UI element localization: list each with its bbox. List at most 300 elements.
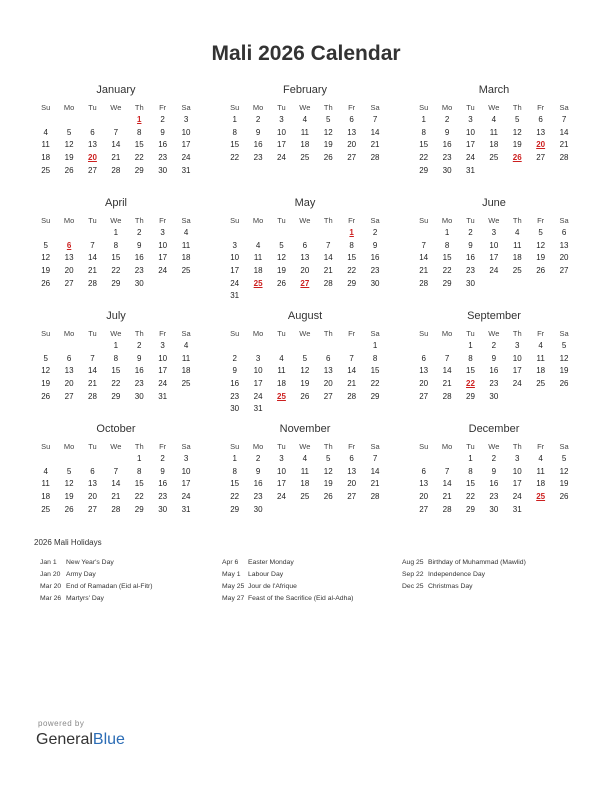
day-cell-holiday: 25 — [536, 492, 546, 502]
week-row — [34, 466, 198, 479]
day-cell: 26 — [300, 391, 310, 401]
week-row — [223, 152, 387, 165]
empty-cell — [529, 504, 552, 517]
weekday-label: Tu — [88, 216, 97, 225]
week-row — [223, 391, 387, 404]
weekday-label: Fr — [348, 216, 356, 225]
day-cell: 2 — [137, 228, 142, 237]
weekday-header — [412, 101, 576, 114]
day-cell: 22 — [466, 492, 475, 502]
day-cell: 14 — [559, 127, 569, 137]
week-row — [223, 478, 387, 491]
day-cell: 24 — [466, 153, 475, 163]
weekday-label: Tu — [466, 442, 475, 451]
weekday-label: Sa — [559, 103, 569, 112]
day-cell: 27 — [64, 391, 74, 401]
holiday-name: Labour Day — [248, 571, 284, 578]
day-cell: 22 — [230, 492, 240, 502]
weekday-label: Su — [41, 442, 51, 451]
holiday-date: Jan 1 — [40, 559, 57, 566]
day-cell: 5 — [302, 353, 308, 363]
holiday-name: Martyrs' Day — [66, 595, 104, 602]
day-cell: 26 — [41, 278, 51, 288]
day-cell: 7 — [372, 115, 378, 124]
day-cell: 22 — [111, 266, 121, 276]
holiday-date: Sep 22 — [402, 571, 424, 578]
day-cell: 22 — [347, 266, 357, 276]
day-cell: 17 — [253, 379, 263, 389]
day-cell: 25 — [41, 504, 51, 514]
weekday-label: We — [488, 216, 500, 225]
day-cell: 31 — [466, 165, 475, 175]
week-row — [223, 265, 387, 278]
day-cell: 19 — [536, 253, 546, 263]
day-cell-holiday: 20 — [536, 140, 546, 150]
day-cell: 8 — [113, 240, 119, 250]
day-cell: 18 — [181, 253, 191, 263]
day-cell: 10 — [466, 127, 475, 137]
weekday-label: Mo — [441, 329, 453, 338]
day-cell: 15 — [111, 366, 121, 376]
day-cell: 6 — [349, 115, 354, 124]
week-row — [34, 453, 198, 466]
weekday-label: Th — [134, 329, 144, 338]
week-row — [34, 365, 198, 378]
day-cell: 13 — [88, 140, 97, 150]
weekday-label: Mo — [252, 329, 264, 338]
day-cell: 4 — [43, 466, 48, 476]
day-cell: 14 — [419, 253, 429, 263]
day-cell: 18 — [512, 253, 522, 263]
day-cell: 22 — [442, 266, 452, 276]
empty-cell — [246, 227, 269, 240]
empty-cell — [293, 403, 316, 416]
weekday-label: Tu — [88, 442, 97, 451]
day-cell: 17 — [181, 479, 191, 489]
day-cell: 8 — [232, 466, 237, 476]
empty-cell — [246, 340, 269, 353]
weekday-label: We — [110, 216, 122, 225]
weekday-label: Su — [41, 216, 51, 225]
day-cell: 23 — [489, 379, 499, 389]
month-september — [412, 308, 576, 421]
day-cell: 13 — [323, 366, 333, 376]
day-cell: 29 — [347, 278, 357, 288]
day-cell: 14 — [370, 466, 380, 476]
day-cell: 19 — [559, 479, 569, 489]
week-row — [34, 378, 198, 391]
day-cell: 6 — [90, 127, 95, 137]
weekday-label: Sa — [559, 329, 569, 338]
holiday-entry — [402, 557, 582, 569]
day-cell: 16 — [253, 479, 263, 489]
week-row — [223, 491, 387, 504]
empty-cell — [412, 340, 435, 353]
holiday-entry — [40, 557, 220, 569]
day-cell: 10 — [277, 466, 286, 476]
month-may — [223, 195, 387, 308]
day-cell: 1 — [232, 115, 237, 124]
day-cell: 10 — [512, 466, 522, 476]
day-cell: 8 — [113, 353, 119, 363]
empty-cell — [104, 114, 127, 127]
day-cell: 25 — [536, 379, 546, 389]
day-cell: 22 — [134, 153, 144, 163]
week-row — [223, 127, 387, 140]
month-july — [34, 308, 198, 421]
day-cell: 16 — [158, 479, 168, 489]
day-cell: 9 — [444, 127, 450, 137]
day-cell: 18 — [536, 366, 546, 376]
day-cell: 1 — [468, 341, 473, 350]
day-cell: 31 — [158, 391, 168, 401]
empty-cell — [317, 290, 340, 303]
day-cell: 9 — [232, 366, 237, 376]
day-cell: 3 — [160, 341, 165, 350]
brand-part1: General — [36, 731, 93, 748]
empty-cell — [506, 391, 529, 404]
empty-cell — [104, 453, 127, 466]
day-cell: 4 — [302, 115, 308, 124]
day-cell: 23 — [134, 379, 144, 389]
day-cell: 8 — [349, 240, 354, 250]
day-cell: 17 — [512, 479, 522, 489]
month-name: November — [279, 423, 331, 435]
day-cell: 21 — [347, 379, 357, 389]
weekday-label: Th — [134, 216, 144, 225]
weekday-label: Sa — [370, 329, 380, 338]
day-cell: 9 — [491, 466, 497, 476]
day-cell: 12 — [559, 466, 569, 476]
month-name: July — [106, 310, 126, 322]
weekday-label: Tu — [88, 103, 97, 112]
day-cell: 13 — [419, 479, 429, 489]
week-row — [34, 391, 198, 404]
day-cell: 26 — [559, 379, 569, 389]
day-cell: 25 — [512, 266, 522, 276]
day-cell: 23 — [253, 153, 263, 163]
day-cell: 13 — [88, 479, 97, 489]
day-cell: 28 — [370, 492, 380, 502]
holiday-entry — [40, 569, 220, 581]
holiday-name: Easter Monday — [248, 559, 294, 566]
month-january — [34, 82, 198, 195]
day-cell: 21 — [442, 492, 452, 502]
day-cell: 14 — [442, 479, 452, 489]
day-cell: 15 — [111, 253, 121, 263]
day-cell: 21 — [559, 140, 569, 150]
day-cell: 24 — [253, 391, 263, 401]
day-cell: 22 — [111, 379, 121, 389]
month-march — [412, 82, 576, 195]
weekday-label: Su — [230, 216, 240, 225]
day-cell: 6 — [538, 115, 543, 124]
weekday-label: Su — [41, 329, 51, 338]
week-row — [34, 478, 198, 491]
weekday-label: Sa — [181, 103, 191, 112]
day-cell: 6 — [302, 240, 308, 250]
day-cell: 2 — [491, 341, 497, 350]
day-cell: 19 — [41, 266, 51, 276]
day-cell: 18 — [41, 153, 51, 163]
empty-cell — [293, 340, 316, 353]
holiday-entry — [222, 557, 402, 569]
day-cell: 24 — [512, 492, 522, 502]
day-cell: 26 — [323, 153, 333, 163]
day-cell: 14 — [347, 366, 357, 376]
weekday-header — [412, 440, 576, 453]
day-cell: 15 — [466, 366, 475, 376]
day-cell: 20 — [419, 492, 429, 502]
weekday-header — [34, 101, 198, 114]
day-cell: 3 — [160, 228, 165, 237]
weekday-label: Mo — [63, 103, 75, 112]
day-cell: 24 — [181, 492, 191, 502]
day-cell: 8 — [372, 353, 378, 363]
day-cell: 27 — [347, 492, 357, 502]
day-cell: 30 — [158, 504, 168, 514]
day-cell: 28 — [347, 391, 357, 401]
empty-cell — [482, 278, 505, 291]
day-cell: 23 — [158, 492, 168, 502]
day-cell: 13 — [64, 253, 74, 263]
week-row — [412, 265, 576, 278]
week-row — [412, 378, 576, 391]
weekday-label: Mo — [252, 216, 264, 225]
month-august — [223, 308, 387, 421]
day-cell: 17 — [158, 253, 168, 263]
day-cell: 30 — [370, 278, 380, 288]
day-cell: 21 — [323, 266, 333, 276]
day-cell: 7 — [90, 353, 95, 363]
day-cell: 6 — [421, 466, 426, 476]
weekday-label: Fr — [537, 103, 545, 112]
holiday-name: Feast of the Sacrifice (Eid al-Adha) — [248, 595, 354, 602]
weekday-label: Th — [134, 442, 144, 451]
empty-cell — [270, 290, 293, 303]
week-row — [412, 127, 576, 140]
day-cell: 11 — [489, 127, 499, 137]
day-cell: 27 — [347, 153, 357, 163]
day-cell-holiday: 27 — [300, 278, 310, 288]
holiday-name: Christmas Day — [428, 583, 473, 590]
day-cell: 24 — [512, 379, 522, 389]
day-cell: 16 — [230, 379, 240, 389]
holiday-entry — [40, 581, 220, 593]
day-cell: 10 — [230, 253, 240, 263]
month-february — [223, 82, 387, 195]
day-cell: 1 — [468, 454, 473, 463]
day-cell: 16 — [466, 253, 475, 263]
day-cell: 21 — [370, 140, 380, 150]
day-cell: 15 — [230, 479, 240, 489]
day-cell: 12 — [512, 127, 522, 137]
day-cell: 13 — [64, 366, 74, 376]
weekday-label: Su — [230, 442, 240, 451]
week-row — [412, 152, 576, 165]
day-cell: 18 — [253, 266, 263, 276]
empty-cell — [81, 227, 104, 240]
weekday-label: Sa — [370, 216, 380, 225]
empty-cell — [552, 391, 575, 404]
day-cell: 29 — [111, 278, 121, 288]
week-row — [412, 340, 576, 353]
day-cell: 6 — [561, 228, 567, 237]
day-cell: 21 — [88, 379, 97, 389]
week-row — [34, 139, 198, 152]
month-name: April — [104, 197, 127, 209]
day-cell: 18 — [300, 140, 310, 150]
day-cell: 6 — [66, 353, 72, 363]
day-cell: 9 — [255, 466, 261, 476]
weekday-label: Fr — [159, 216, 167, 225]
day-cell: 25 — [300, 153, 310, 163]
day-cell: 28 — [419, 278, 429, 288]
day-cell: 7 — [113, 466, 119, 476]
weekday-label: Mo — [252, 442, 264, 451]
weekday-label: We — [299, 442, 311, 451]
weekday-label: Sa — [559, 216, 569, 225]
week-row — [412, 114, 576, 127]
weekday-header — [223, 101, 387, 114]
day-cell-holiday: 1 — [349, 228, 354, 237]
empty-cell — [435, 340, 458, 353]
day-cell: 29 — [419, 165, 429, 175]
day-cell: 28 — [370, 153, 380, 163]
day-cell: 28 — [88, 391, 97, 401]
empty-cell — [552, 504, 575, 517]
day-cell: 9 — [160, 466, 165, 476]
week-row — [34, 340, 198, 353]
week-row — [412, 353, 576, 366]
day-cell: 24 — [230, 278, 240, 288]
day-cell: 10 — [158, 240, 168, 250]
week-row — [223, 290, 387, 303]
week-row — [223, 114, 387, 127]
day-cell: 23 — [158, 153, 168, 163]
day-cell: 24 — [277, 153, 286, 163]
day-cell: 27 — [323, 391, 333, 401]
day-cell: 7 — [561, 115, 567, 124]
day-cell: 16 — [253, 140, 263, 150]
day-cell: 22 — [419, 153, 429, 163]
holiday-entry — [222, 569, 402, 581]
weekday-label: Sa — [370, 442, 380, 451]
day-cell: 30 — [489, 504, 499, 514]
empty-cell — [317, 403, 340, 416]
day-cell: 17 — [230, 266, 240, 276]
day-cell: 27 — [536, 153, 546, 163]
empty-cell — [57, 340, 80, 353]
weekday-label: Fr — [537, 329, 545, 338]
day-cell: 5 — [66, 127, 72, 137]
day-cell: 28 — [442, 504, 452, 514]
day-cell: 2 — [160, 115, 165, 124]
weekday-label: Tu — [277, 442, 286, 451]
day-cell: 22 — [370, 379, 380, 389]
weekday-label: We — [488, 329, 500, 338]
day-cell: 31 — [181, 165, 191, 175]
week-row — [34, 265, 198, 278]
day-cell: 30 — [489, 391, 499, 401]
day-cell: 3 — [183, 454, 189, 463]
day-cell: 16 — [134, 253, 144, 263]
day-cell: 15 — [134, 479, 144, 489]
weekday-label: Fr — [537, 442, 545, 451]
day-cell: 1 — [421, 115, 426, 124]
day-cell: 24 — [158, 379, 168, 389]
day-cell: 2 — [255, 115, 261, 124]
day-cell: 1 — [372, 341, 378, 350]
day-cell: 7 — [444, 466, 450, 476]
day-cell: 17 — [181, 140, 191, 150]
weekday-label: We — [488, 103, 500, 112]
weekday-header — [34, 327, 198, 340]
empty-cell — [81, 114, 104, 127]
powered-by-text: powered by — [38, 719, 85, 728]
day-cell: 24 — [181, 153, 191, 163]
day-cell: 31 — [230, 291, 240, 301]
brand-logo[interactable] — [36, 731, 125, 749]
empty-cell — [412, 227, 435, 240]
day-cell: 20 — [559, 253, 569, 263]
week-row — [34, 278, 198, 291]
holiday-date: May 1 — [222, 571, 241, 578]
day-cell: 10 — [512, 353, 522, 363]
day-cell: 17 — [466, 140, 475, 150]
weekday-label: Su — [419, 442, 429, 451]
empty-cell — [223, 227, 246, 240]
week-row — [412, 139, 576, 152]
day-cell: 18 — [277, 379, 286, 389]
day-cell: 6 — [90, 466, 95, 476]
day-cell: 23 — [466, 266, 475, 276]
week-row — [223, 227, 387, 240]
weekday-header — [34, 214, 198, 227]
holiday-date: Aug 25 — [402, 559, 424, 566]
week-row — [223, 453, 387, 466]
day-cell-holiday: 1 — [137, 115, 142, 124]
month-name: December — [468, 423, 520, 435]
empty-cell — [174, 278, 197, 291]
day-cell: 20 — [64, 266, 74, 276]
day-cell: 20 — [323, 379, 333, 389]
day-cell: 27 — [64, 278, 74, 288]
day-cell: 19 — [64, 492, 74, 502]
day-cell: 9 — [491, 353, 497, 363]
day-cell: 17 — [512, 366, 522, 376]
day-cell: 7 — [326, 240, 331, 250]
day-cell: 14 — [111, 479, 121, 489]
empty-cell — [293, 290, 316, 303]
empty-cell — [34, 114, 57, 127]
day-cell: 18 — [41, 492, 51, 502]
holiday-name: Independence Day — [428, 571, 486, 578]
holiday-date: Jan 20 — [40, 571, 61, 578]
day-cell: 11 — [41, 479, 50, 489]
day-cell: 3 — [255, 353, 261, 363]
empty-cell — [506, 165, 529, 178]
holiday-name: End of Ramadan (Eid al-Fitr) — [66, 583, 153, 590]
day-cell: 4 — [491, 115, 497, 124]
holiday-entry — [402, 569, 582, 581]
day-cell: 21 — [88, 266, 97, 276]
day-cell: 12 — [64, 479, 74, 489]
day-cell: 23 — [134, 266, 144, 276]
weekday-label: Tu — [466, 329, 475, 338]
month-june — [412, 195, 576, 308]
day-cell: 7 — [349, 353, 354, 363]
